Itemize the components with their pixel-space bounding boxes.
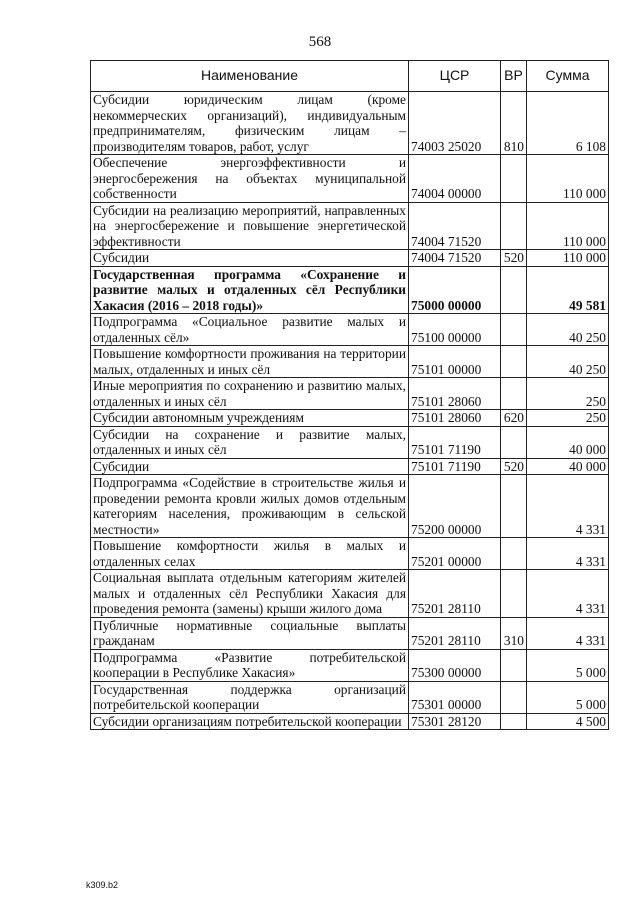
cell-sum: 40 000 [527,458,609,475]
cell-name: Подпрограмма «Развитие потребительской кооперации в Республике Хакасия» [91,649,409,681]
cell-name: Иные мероприятия по сохранению и развитию малых, отдаленных и иных сёл [91,378,409,410]
cell-vr [501,649,527,681]
cell-csr: 75101 71190 [409,458,501,475]
budget-table [90,60,609,730]
table-row [91,617,609,649]
cell-csr: 75000 00000 [409,266,501,314]
table-row [91,681,609,713]
table-row [91,314,609,346]
cell-csr: 74004 71520 [409,250,501,267]
cell-csr: 75101 71190 [409,426,501,458]
cell-vr [501,202,527,250]
page-number: 568 [308,34,332,50]
table-row [91,250,609,267]
header-csr: ЦСР [409,61,501,92]
cell-name: Субсидии на реализацию мероприятий, направленных на энергосбережение и повышение энергетической эффективности [91,202,409,250]
cell-sum: 250 [527,378,609,410]
cell-vr [501,713,527,730]
table-row [91,713,609,730]
header-name: Наименование [91,61,409,92]
cell-sum: 4 331 [527,538,609,570]
cell-vr: 520 [501,458,527,475]
cell-csr: 75201 28110 [409,617,501,649]
cell-sum: 6 108 [527,92,609,155]
cell-csr: 75301 00000 [409,681,501,713]
cell-vr [501,346,527,378]
table-row [91,426,609,458]
cell-csr: 75201 28110 [409,570,501,618]
cell-sum: 4 500 [527,713,609,730]
table-row [91,538,609,570]
cell-sum: 110 000 [527,155,609,203]
cell-name: Субсидии [91,250,409,267]
table-row [91,458,609,475]
table-row [91,155,609,203]
cell-vr [501,538,527,570]
cell-vr [501,155,527,203]
table-row [91,92,609,155]
cell-csr: 75101 28060 [409,378,501,410]
cell-sum: 40 250 [527,314,609,346]
cell-csr: 74003 25020 [409,92,501,155]
cell-vr [501,378,527,410]
cell-sum: 4 331 [527,617,609,649]
cell-name: Обеспечение энергоэффективности и энергосбережения на объектах муниципальной собственности [91,155,409,203]
header-sum: Сумма [527,61,609,92]
cell-sum: 49 581 [527,266,609,314]
cell-csr: 75300 00000 [409,649,501,681]
cell-name: Государственная поддержка организаций потребительской кооперации [91,681,409,713]
cell-name: Публичные нормативные социальные выплаты гражданам [91,617,409,649]
cell-vr [501,475,527,538]
cell-sum: 110 000 [527,202,609,250]
cell-csr: 74004 71520 [409,202,501,250]
cell-sum: 110 000 [527,250,609,267]
cell-name: Субсидии [91,458,409,475]
cell-sum: 250 [527,410,609,427]
cell-csr: 74004 00000 [409,155,501,203]
cell-vr [501,570,527,618]
cell-vr [501,266,527,314]
cell-name: Повышение комфортности жилья в малых и отдаленных селах [91,538,409,570]
cell-sum: 4 331 [527,570,609,618]
cell-name: Субсидии на сохранение и развитие малых, отдаленных и иных сёл [91,426,409,458]
cell-csr: 75101 28060 [409,410,501,427]
cell-vr [501,681,527,713]
cell-sum: 5 000 [527,681,609,713]
cell-name: Субсидии юридическим лицам (кроме некоммерческих организаций), индивидуальным предпринимателям, физическим лицам – производителям товаров, работ, услуг [91,92,409,155]
cell-name: Государственная программа «Сохранение и развитие малых и отдаленных сёл Республики Хакасия (2016 – 2018 годы)» [91,266,409,314]
table-row [91,346,609,378]
cell-sum: 40 000 [527,426,609,458]
table-row [91,410,609,427]
cell-sum: 5 000 [527,649,609,681]
table-row [91,649,609,681]
header-vr: ВР [501,61,527,92]
cell-name: Повышение комфортности проживания на территории малых, отдаленных и иных сёл [91,346,409,378]
cell-vr [501,314,527,346]
table-row [91,475,609,538]
cell-csr: 75100 00000 [409,314,501,346]
cell-csr: 75101 00000 [409,346,501,378]
cell-sum: 40 250 [527,346,609,378]
cell-name: Субсидии организациям потребительской кооперации [91,713,409,730]
table-row [91,378,609,410]
cell-name: Социальная выплата отдельным категориям жителей малых и отдаленных сёл Республики Хакасия для проведения ремонта (замены) крыши жилого дома [91,570,409,618]
cell-name: Подпрограмма «Социальное развитие малых и отдаленных сёл» [91,314,409,346]
table-header-row [91,61,609,92]
cell-vr [501,426,527,458]
cell-vr: 620 [501,410,527,427]
cell-sum: 4 331 [527,475,609,538]
cell-name: Подпрограмма «Содействие в строительстве жилья и проведении ремонта кровли жилых домов отдельным категориям населения, проживающим в сельской местности» [91,475,409,538]
cell-vr: 810 [501,92,527,155]
cell-vr: 310 [501,617,527,649]
footer-code: k309.b2 [86,880,119,890]
table-row [91,570,609,618]
cell-csr: 75200 00000 [409,475,501,538]
cell-vr: 520 [501,250,527,267]
table-row [91,202,609,250]
cell-csr: 75301 28120 [409,713,501,730]
table-body [91,92,609,730]
cell-name: Субсидии автономным учреждениям [91,410,409,427]
cell-csr: 75201 00000 [409,538,501,570]
table-row [91,266,609,314]
